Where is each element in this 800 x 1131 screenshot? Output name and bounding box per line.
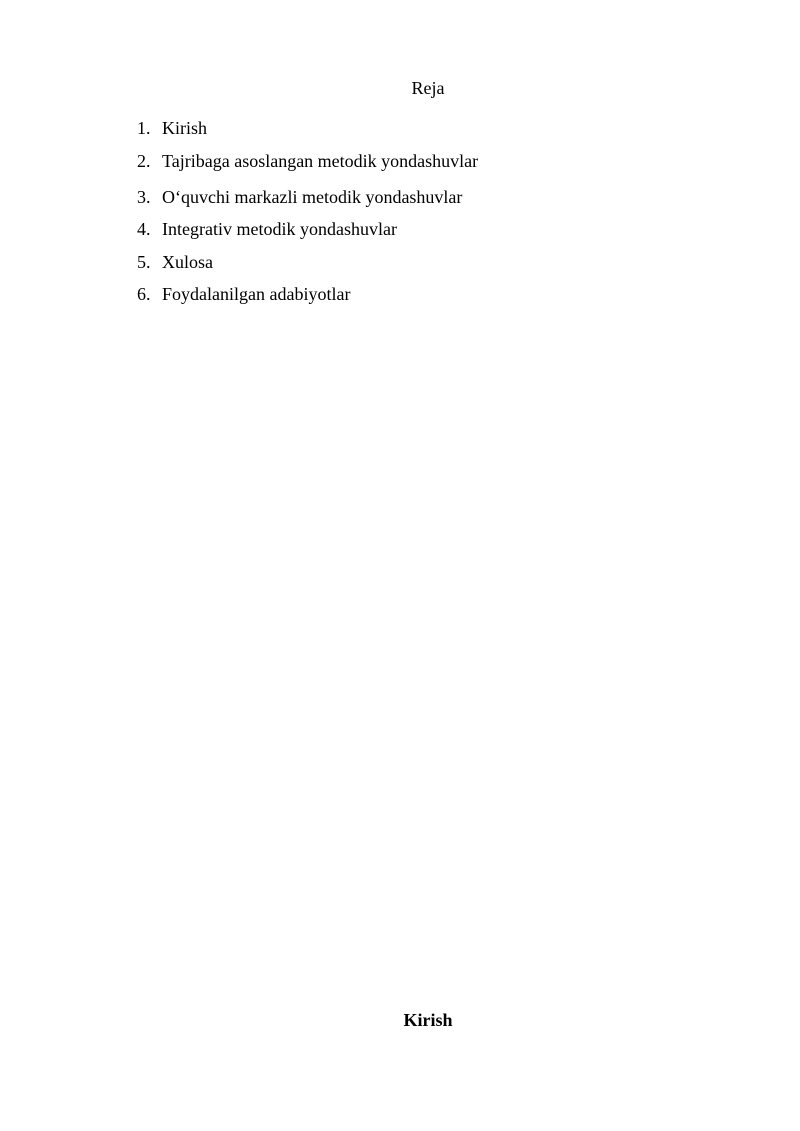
- toc-item: [137, 149, 478, 173]
- toc-item-number: 6.: [137, 284, 151, 304]
- toc-item-number: 4.: [137, 219, 151, 239]
- toc-item-number: 5.: [137, 252, 151, 272]
- toc-item-text: Tajribaga asoslangan metodik yondashuvlar: [162, 151, 479, 171]
- toc-item-text: O‘quvchi markazli metodik yondashuvlar: [162, 187, 463, 207]
- toc-item-number: 1.: [137, 118, 151, 138]
- page-title: Reja: [411, 78, 445, 98]
- toc-item-number: 2.: [137, 151, 151, 171]
- section-heading: Kirish: [403, 1010, 453, 1030]
- toc-item-number: 3.: [137, 187, 151, 207]
- toc-item-text: Foydalanilgan adabiyotlar: [162, 284, 351, 304]
- toc-item: [137, 217, 397, 241]
- toc-item: [137, 185, 462, 209]
- toc-item: [137, 250, 213, 274]
- toc-item-text: Xulosa: [162, 252, 213, 272]
- toc-item: [137, 116, 207, 140]
- toc-item-text: Integrativ metodik yondashuvlar: [162, 219, 397, 239]
- toc-item: [137, 282, 350, 306]
- toc-item-text: Kirish: [162, 118, 207, 138]
